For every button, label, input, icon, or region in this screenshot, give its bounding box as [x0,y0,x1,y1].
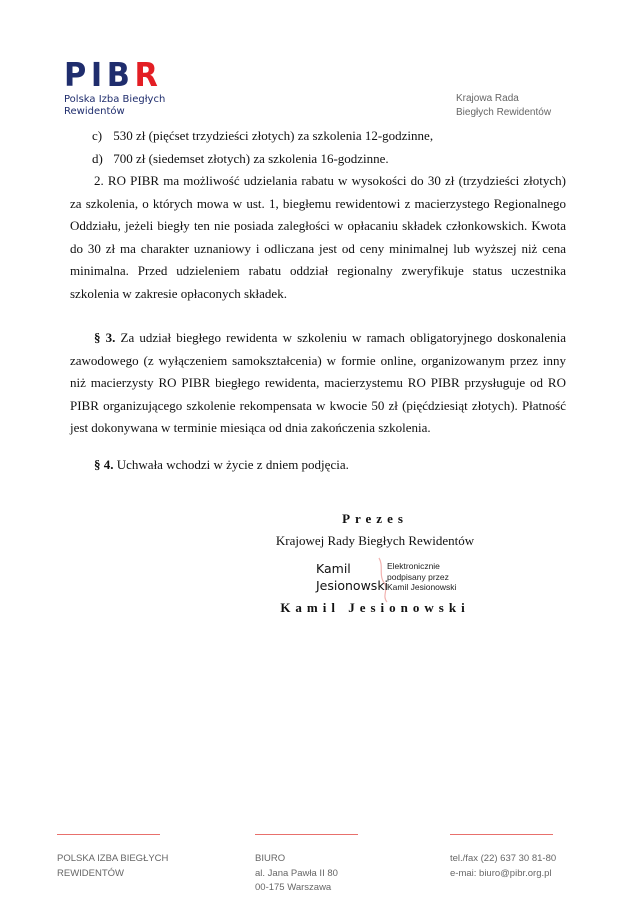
footer-email[interactable]: e-mai: biuro@pibr.org.pl [450,867,552,879]
section-4-text: Uchwała wchodzi w życie z dniem podjęcia. [116,457,349,472]
section-4-heading: § 4. [94,457,114,472]
list-text: 700 zł (siedemset złotych) za szkolenia 16-godzinne. [113,151,389,166]
paragraph-section-4 [70,454,566,477]
paragraph-section-3 [70,327,566,440]
footer-address [255,852,338,896]
footer-contact [450,852,556,881]
logo-subtitle [64,94,171,118]
logo-line2: Rewidentów [64,106,125,117]
signature-title: Prezes [342,511,408,526]
paragraph-point-2: 2. RO PIBR ma możliwość udzielania rabatu w wysokości do 30 zł (trzydzieści złotych) za szkolenia, o których mowa w ust. 1, biegłemu rewidentowi z macierzystego Regionalnego Oddziału, jeżeli biegły ten nie posiada zaległości w opłacaniu składek członkowskich. Kwota do 30 zł ma charakter uznaniowy i odliczana jest od ceny minimalnej lub wyższej niż cena minimalna. Przed udzieleniem rabatu oddział regionalny zweryfikuje status uczestnika szkolenia w zakresie opłaconych składek. [70,173,566,301]
list-text: 530 zł (pięćset trzydzieści złotych) za szkolenia 12-godzinne, [113,128,434,143]
org-line2: Biegłych Rewidentów [456,107,552,118]
section-3-text: Za udział biegłego rewidenta w szkoleniu w ramach obligatoryjnego doskonalenia zawodowego (z wyłączeniem samokształcenia) w formie online, organizowanym przez inny niż macierzysty RO PIBR biegłego rewidenta, macierzystemu RO PIBR przysługuje od RO PIBR organizującego szkolenie rekompensata w kwocie 50 zł (pięćdziesiąt złotych). Płatność jest dokonywana w terminie miesiąca od dnia zakończenia szkolenia. [70,330,567,435]
signatory-name: Kamil Jesionowski [280,600,470,615]
list-item-d [92,148,389,170]
org-line1: Krajowa Rada [456,93,519,104]
list-label: c) [92,128,103,143]
footer-org-line2: REWIDENTÓW [57,867,125,879]
footer-phone: tel./fax (22) 637 30 81-80 [450,853,557,864]
header-organization [456,92,551,120]
footer-divider [255,834,358,835]
electronic-signature-name [316,560,388,594]
esig-detail-line3: Kamil Jesionowski [387,582,457,592]
section-3-heading: § 3. [94,330,116,345]
list-label: d) [92,151,103,166]
esig-name-line1: Kamil [316,561,351,576]
pibr-logo [64,55,171,118]
signature-body: Krajowej Rady Biegłych Rewidentów [275,533,475,548]
footer-divider [450,834,553,835]
electronic-signature-detail [387,561,456,593]
logo-line1: Polska Izba Biegłych [64,94,166,105]
esig-detail-line2: podpisany przez [387,571,449,582]
esig-detail-line1: Elektronicznie [387,561,440,571]
footer-org-line1: POLSKA IZBA BIEGŁYCH [57,853,169,864]
list-item-c [92,125,433,147]
esig-name-line2: Jesionowski [316,578,389,593]
footer-address-line1: BIURO [255,853,286,864]
footer-address-line2: al. Jana Pawła II 80 [255,867,338,879]
logo-mark-main: PIB [64,55,135,94]
footer-address-line3: 00-175 Warszawa [255,882,332,893]
footer-divider [57,834,160,835]
logo-mark-accent: R [134,55,163,94]
footer-organization [57,852,168,881]
logo-mark [64,55,163,94]
